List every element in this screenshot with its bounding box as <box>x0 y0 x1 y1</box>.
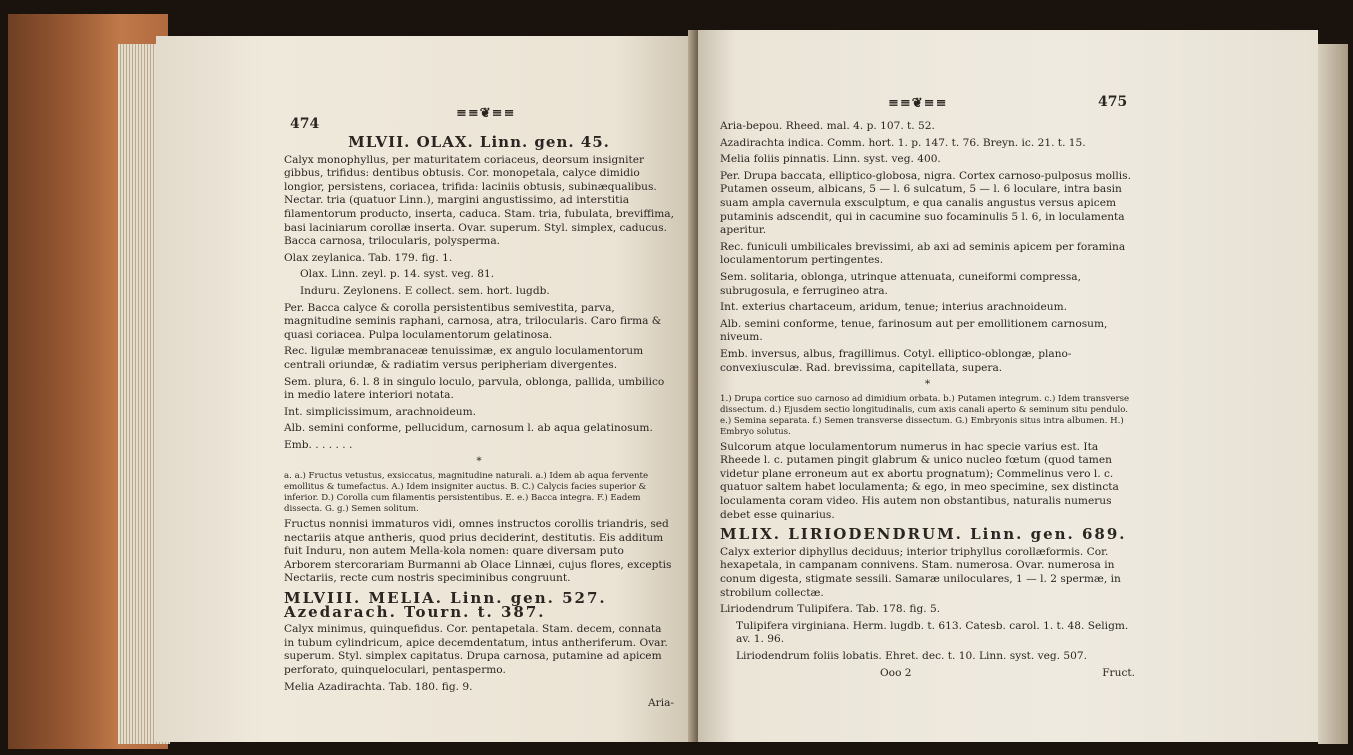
melia-remark: Sulcorum atque loculamentorum numerus in hac specie varius est. Ita Rheede l. c. putamen pingit glabrum & unico nucleo fœtum (quod tamen videtur plane erroneum aut ex abortu prognatum); Commelinus vero l. c. quatuor saltem habet loculamenta; & ego, in meo specimine, sex distincta loculamenta coram video. His autem non obstantibus, naturalis numerus debet esse quinarius. <box>720 440 1119 521</box>
left-catchword: Aria- <box>648 697 674 710</box>
page-footer <box>720 667 1135 681</box>
melia-description: Calyx minimus, quinquefidus. Cor. pentapetala. Stam. decem, connata in tubum cylindricum, apice decemdentatum, intus antheriferum. Ovar. superum. Styl. simplex capitatus. Drupa carnosa, putamine ad apicem perforato, quinqueloculari, pentaspermo. <box>284 623 668 676</box>
melia-embryo: Emb. inversus, albus, fragillimus. Cotyl. elliptico-oblongæ, plano-convexiusculæ. Rad. brevissima, capitellata, supera. <box>720 347 1072 374</box>
melia-integument: Int. exterius chartaceum, aridum, tenue; interius arachnoideum. <box>720 301 1068 314</box>
liriodendrum-heading: MLIX. LIRIODENDRUM. Linn. gen. 689. <box>720 525 1127 544</box>
melia-star: * <box>924 378 931 391</box>
melia-synonym: Azadirachta indica. Comm. hort. 1. p. 147. t. 76. Breyn. ic. 21. t. 15. <box>720 136 1086 149</box>
olax-pericarp: Per. Bacca calyce & corolla persistentibus semivestita, parva, magnitudine seminis raphani, carnosa, atra, trilocularis. Caro firma & quasi coriacea. Pulpa loculamentorum gelatinosa. <box>284 301 662 341</box>
melia-albumen: Alb. semini conforme, tenue, farinosum aut per emollitionem carnosum, niveum. <box>720 317 1108 344</box>
liriodendrum-synonym: Tulipifera virginiana. Herm. lugdb. t. 613. Catesb. carol. 1. t. 48. Seligm. av. 1. 96. <box>736 619 1129 646</box>
melia-heading: MLVIII. MELIA. Linn. gen. 527. Azedarach. Tourn. t. 387. <box>284 589 607 621</box>
olax-receptacle: Rec. ligulæ membranaceæ tenuissimæ, ex angulo loculamentorum centrali oriundæ, & radiatim versus peripheriam divergentes. <box>284 345 644 371</box>
olax-synonym: Olax. Linn. zeyl. p. 14. syst. veg. 81. <box>300 268 495 281</box>
olax-description: Calyx monophyllus, per maturitatem coriaceus, deorsum insigniter gibbus, trifidus: dentibus obtusis. Cor. monopetala, calyce dimidio longior, persistens, coriacea, trifida: laciniis obtusis, subinæqualibus. Nectar. tria (quatuor Linn.), margini angustissimo, ad interstitia filamentorum producto, inserta, caduca. Stam. tria, fubulata, breviffima, basi laciniarum corollæ inserta. Ovar. superum. Styl. simplex, caducus. Bacca carnosa, trilocularis, polysperma. <box>284 153 674 248</box>
right-page <box>698 30 1318 742</box>
olax-figure-notes: a. a.) Fructus vetustus, exsiccatus, magnitudine naturali. a.) Idem ab aqua fervente emollitus & tumefactus. A.) Idem insigniter auctus. B. C.) Calycis facies superior & inferior. D.) Corolla cum filamentis persistentibus. E. e.) Bacca integra. F.) Eadem dissecta. G. g.) Semen solitum. <box>284 471 649 515</box>
liriodendrum-species: Liriodendrum Tulipifera. Tab. 178. fig. 5. <box>720 603 941 616</box>
right-page-number: 475 <box>1098 94 1128 110</box>
olax-seeds: Sem. plura, 6. l. 8 in singulo loculo, parvula, oblonga, pallida, umbilico in medio latere interiori notata. <box>284 375 665 402</box>
olax-embryo: Emb. . . . . . . <box>284 438 353 451</box>
signature-mark: Ooo 2 <box>880 666 912 679</box>
liriodendrum-description: Calyx exterior diphyllus deciduus; interior triphyllus corollæformis. Cor. hexapetala, in campanam connivens. Stam. numerosa. Ovar. numerosa in conum digesta, stigmate sessili. Samaræ uniloculares, 1 — l. 2 spermæ, in strobilum collectæ. <box>720 545 1121 599</box>
olax-remark: Fructus nonnisi immaturos vidi, omnes instructos corollis triandris, sed nectariis atque antheris, quod prius deciderint, destitutis. Eis additum fuit Induru, non autem Mella-kola nomen: quare diversam puto Arborem stercorariam Burmanni ab Olace Linnæi, cujus flores, exceptis Nectariis, recte cum nostris speciminibus congruunt. <box>284 518 672 585</box>
melia-seeds: Sem. solitaria, oblonga, utrinque attenuata, cuneiformi compressa, subrugosula, e ferrugineo atra. <box>720 270 1081 297</box>
melia-receptacle: Rec. funiculi umbilicales brevissimi, ab axi ad seminis apicem per foramina loculamentorum pertingentes. <box>720 240 1126 267</box>
book <box>8 14 1348 749</box>
olax-star: * <box>476 455 482 468</box>
olax-heading: MLVII. OLAX. Linn. gen. 45. <box>348 133 610 151</box>
right-ornament: ≡≡❦≡≡ <box>888 96 948 111</box>
page-edges-right <box>1318 44 1348 744</box>
left-text-block <box>284 133 674 711</box>
liriodendrum-synonym: Liriodendrum foliis lobatis. Ehret. dec. t. 10. Linn. syst. veg. 507. <box>736 650 1087 662</box>
olax-synonym: Induru. Zeylonens. E collect. sem. hort. lugdb. <box>300 284 550 297</box>
melia-synonym: Aria-bepou. Rheed. mal. 4. p. 107. t. 52. <box>720 120 935 132</box>
olax-species: Olax zeylanica. Tab. 179. fig. 1. <box>284 251 453 264</box>
melia-figure-notes: 1.) Drupa cortice suo carnoso ad dimidium orbata. b.) Putamen integrum. c.) Idem transverse dissectum. d.) Ejusdem sectio longitudinalis, cum axis canali aperto & seminum situ pendulo. e.) Semina separata. f.) Semen transverse dissectum. G.) Embryonis situs intra albumen. H.) Embryo solutus. <box>720 393 1130 437</box>
right-catchword: Fruct. <box>1102 666 1135 679</box>
left-ornament: ≡≡❦≡≡ <box>456 106 516 121</box>
right-text-block <box>720 120 1135 680</box>
melia-species: Melia Azadirachta. Tab. 180. fig. 9. <box>284 680 473 693</box>
left-page <box>156 36 696 742</box>
olax-albumen: Alb. semini conforme, pellucidum, carnosum l. ab aqua gelatinosum. <box>284 422 653 435</box>
melia-pericarp: Per. Drupa baccata, elliptico-globosa, nigra. Cortex carnoso-pulposus mollis. Putamen osseum, albicans, 5 — l. 6 sulcatum, 5 — l. 6 loculare, intra basin suam ampla cavernula exsculptum, e qua canalis angustus versus apicem putaminis adscendit, qui in cacumine suo focaminulis 5 l. 6, in loculamenta aperitur. <box>720 169 1131 237</box>
left-page-number: 474 <box>290 116 320 132</box>
melia-synonym: Melia foliis pinnatis. Linn. syst. veg. 400. <box>720 153 941 166</box>
olax-integument: Int. simplicissimum, arachnoideum. <box>284 405 476 418</box>
